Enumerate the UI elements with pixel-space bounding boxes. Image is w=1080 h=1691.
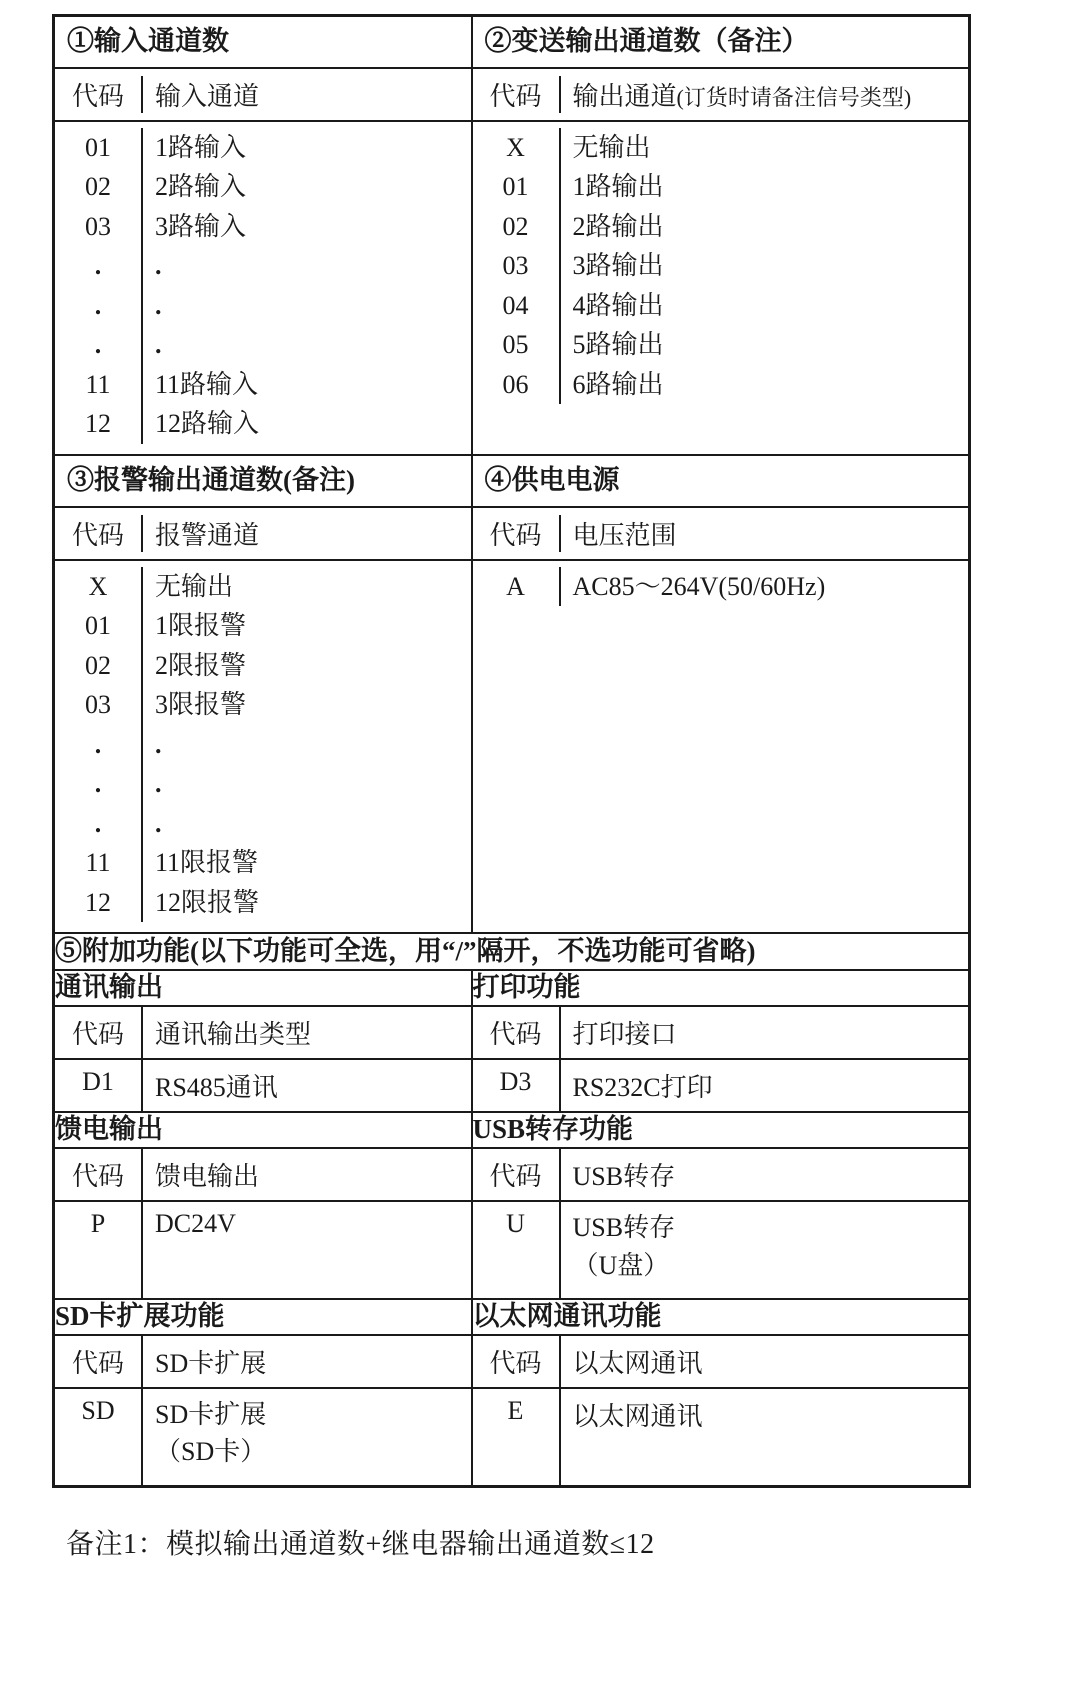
desc-cell: 3限报警 <box>155 690 247 720</box>
section-1-title: ①输入通道数 <box>54 16 472 68</box>
desc-header: 打印接口 <box>572 1020 677 1050</box>
section-5-title: ⑤附加功能(以下功能可全选，用“/”隔开，不选功能可省略) <box>54 933 970 970</box>
list-item <box>55 167 471 207</box>
code-cell: 11 <box>55 365 143 405</box>
section-3-desc-header: 报警通道 <box>155 520 260 550</box>
code-cell: U <box>473 1202 561 1298</box>
list-item <box>55 804 471 844</box>
desc-cell: . <box>155 330 162 360</box>
code-cell: D1 <box>55 1060 143 1111</box>
list-item <box>55 128 471 168</box>
group-headers <box>473 1149 969 1202</box>
group-headers <box>55 1149 471 1202</box>
group-body-comm-output <box>54 1006 472 1112</box>
desc-cell <box>561 1202 969 1298</box>
desc-cell: 4路输出 <box>572 290 664 320</box>
code-cell: . <box>55 764 143 804</box>
desc-header: SD卡扩展 <box>155 1348 267 1378</box>
desc-header: 以太网通讯 <box>572 1348 703 1378</box>
code-cell: A <box>473 567 561 607</box>
list-item <box>473 1060 969 1111</box>
desc-header: 馈电输出 <box>155 1161 260 1191</box>
section-2-title: ②变送输出通道数（备注） <box>472 16 970 68</box>
code-cell: 01 <box>55 606 143 646</box>
code-cell: SD <box>55 1389 143 1485</box>
list-item <box>55 567 471 607</box>
desc-line-2: （U盘） <box>572 1250 670 1280</box>
list-item <box>55 606 471 646</box>
table-row <box>54 1299 970 1335</box>
desc-cell: . <box>155 808 162 838</box>
table-row <box>54 1112 970 1148</box>
desc-cell: 1路输出 <box>572 172 664 202</box>
group-title-usb: USB转存功能 <box>472 1112 970 1148</box>
code-cell: 11 <box>55 843 143 883</box>
group-body-print <box>472 1006 970 1112</box>
code-header: 代码 <box>55 1149 143 1200</box>
table-row <box>54 455 970 507</box>
desc-line-1: USB转存 <box>572 1212 676 1242</box>
code-cell: 02 <box>55 646 143 686</box>
code-cell: 02 <box>473 207 561 247</box>
list-item <box>55 404 471 444</box>
section-4-code-header: 代码 <box>473 515 561 552</box>
list-item <box>473 286 969 326</box>
section-2-code-header: 代码 <box>473 76 561 113</box>
desc-cell: 3路输入 <box>155 211 247 241</box>
list-item <box>473 207 969 247</box>
code-cell: . <box>55 804 143 844</box>
section-2-body <box>472 68 970 455</box>
table-row <box>54 1006 970 1112</box>
list-item <box>55 286 471 326</box>
desc-cell: 11路输入 <box>155 369 259 399</box>
desc-cell: 11限报警 <box>155 848 259 878</box>
code-cell: 01 <box>473 167 561 207</box>
code-header: 代码 <box>473 1007 561 1058</box>
section-4-desc-header: 电压范围 <box>572 520 677 550</box>
list-item <box>55 1202 471 1298</box>
list-item <box>55 883 471 923</box>
section-3-rows <box>55 561 471 933</box>
desc-cell: . <box>155 251 162 281</box>
code-header: 代码 <box>473 1149 561 1200</box>
list-item <box>55 365 471 405</box>
desc-cell: RS485通讯 <box>155 1073 278 1103</box>
code-cell: 01 <box>55 128 143 168</box>
group-headers <box>55 1007 471 1060</box>
code-cell: . <box>55 286 143 326</box>
desc-cell: . <box>155 729 162 759</box>
section-2-desc-header-text: 输出通道 <box>572 81 677 111</box>
desc-cell: 3路输出 <box>572 251 664 281</box>
group-headers <box>473 1336 969 1389</box>
code-cell: X <box>473 128 561 168</box>
code-cell: D3 <box>473 1060 561 1111</box>
code-header: 代码 <box>55 1007 143 1058</box>
section-1-body <box>54 68 472 455</box>
table-row <box>54 1335 970 1487</box>
section-2-column-headers <box>473 69 969 122</box>
section-2-desc-header-note: (订货时请备注信号类型) <box>676 84 912 110</box>
section-4-rows <box>473 561 969 617</box>
desc-cell: 无输出 <box>572 132 651 162</box>
section-3-title: ③报警输出通道数(备注) <box>54 455 472 507</box>
code-cell: . <box>55 725 143 765</box>
section-3-code-header: 代码 <box>55 515 143 552</box>
section-1-desc-header: 输入通道 <box>155 81 260 111</box>
list-item <box>55 325 471 365</box>
desc-header: 通讯输出类型 <box>155 1020 312 1050</box>
desc-cell: 2路输入 <box>155 172 247 202</box>
list-item <box>55 1060 471 1111</box>
desc-cell: . <box>155 290 162 320</box>
list-item <box>55 843 471 883</box>
desc-cell: 2限报警 <box>155 650 247 680</box>
list-item <box>473 365 969 405</box>
desc-line-1: SD卡扩展 <box>155 1399 267 1429</box>
section-1-code-header: 代码 <box>55 76 143 113</box>
section-3-column-headers <box>55 508 471 561</box>
section-4-column-headers <box>473 508 969 561</box>
code-cell: P <box>55 1202 143 1298</box>
list-item <box>473 567 969 607</box>
group-title-print: 打印功能 <box>472 970 970 1006</box>
list-item <box>473 1202 969 1298</box>
code-header: 代码 <box>55 1336 143 1387</box>
code-cell: 05 <box>473 325 561 365</box>
desc-cell: 5路输出 <box>572 330 664 360</box>
group-headers <box>55 1336 471 1389</box>
table-row <box>54 1148 970 1299</box>
desc-cell: 12限报警 <box>155 887 260 917</box>
group-title-power-feed: 馈电输出 <box>54 1112 472 1148</box>
desc-cell: 6路输出 <box>572 369 664 399</box>
section-1-column-headers <box>55 69 471 122</box>
section-2-rows <box>473 122 969 454</box>
desc-cell: 1限报警 <box>155 611 247 641</box>
table-row <box>54 68 970 455</box>
group-title-sd-card: SD卡扩展功能 <box>54 1299 472 1335</box>
group-body-usb <box>472 1148 970 1299</box>
specification-table <box>52 14 971 1488</box>
list-item <box>55 646 471 686</box>
list-item <box>473 1389 969 1485</box>
list-item <box>55 246 471 286</box>
desc-cell: AC85～264V(50/60Hz) <box>572 571 826 601</box>
code-cell: 12 <box>55 404 143 444</box>
desc-cell: DC24V <box>155 1208 236 1238</box>
desc-cell: 无输出 <box>155 571 234 601</box>
group-body-ethernet <box>472 1335 970 1487</box>
group-title-comm-output: 通讯输出 <box>54 970 472 1006</box>
list-item <box>55 725 471 765</box>
list-item <box>55 1389 471 1485</box>
list-item <box>473 325 969 365</box>
table-row <box>54 507 970 934</box>
section-1-rows <box>55 122 471 454</box>
footnote: 备注1：模拟输出通道数+继电器输出通道数≤12 <box>66 1528 655 1560</box>
group-headers <box>473 1007 969 1060</box>
group-body-sd-card <box>54 1335 472 1487</box>
list-item <box>473 246 969 286</box>
table-row <box>54 16 970 68</box>
list-item <box>473 128 969 168</box>
desc-cell: RS232C打印 <box>572 1073 713 1103</box>
group-title-ethernet: 以太网通讯功能 <box>472 1299 970 1335</box>
desc-cell: 12路输入 <box>155 409 260 439</box>
desc-cell: 1路输入 <box>155 132 247 162</box>
desc-cell <box>143 1389 471 1485</box>
section-4-body <box>472 507 970 934</box>
code-cell: E <box>473 1389 561 1485</box>
section-4-title: ④供电电源 <box>472 455 970 507</box>
code-cell: X <box>55 567 143 607</box>
section-2-desc-header <box>561 76 969 113</box>
code-cell: 04 <box>473 286 561 326</box>
code-cell: . <box>55 246 143 286</box>
desc-header: USB转存 <box>572 1161 676 1191</box>
code-cell: 12 <box>55 883 143 923</box>
table-row <box>54 970 970 1006</box>
code-cell: . <box>55 325 143 365</box>
list-item <box>55 764 471 804</box>
code-cell: 03 <box>55 207 143 247</box>
code-cell: 03 <box>473 246 561 286</box>
desc-cell: . <box>155 769 162 799</box>
table-row <box>54 933 970 970</box>
code-header: 代码 <box>473 1336 561 1387</box>
desc-cell: 以太网通讯 <box>572 1401 703 1431</box>
code-cell: 03 <box>55 685 143 725</box>
list-item <box>55 207 471 247</box>
code-cell: 06 <box>473 365 561 405</box>
section-3-body <box>54 507 472 934</box>
desc-cell: 2路输出 <box>572 211 664 241</box>
list-item <box>55 685 471 725</box>
group-body-power-feed <box>54 1148 472 1299</box>
code-cell: 02 <box>55 167 143 207</box>
list-item <box>473 167 969 207</box>
desc-line-2: （SD卡） <box>155 1437 267 1467</box>
